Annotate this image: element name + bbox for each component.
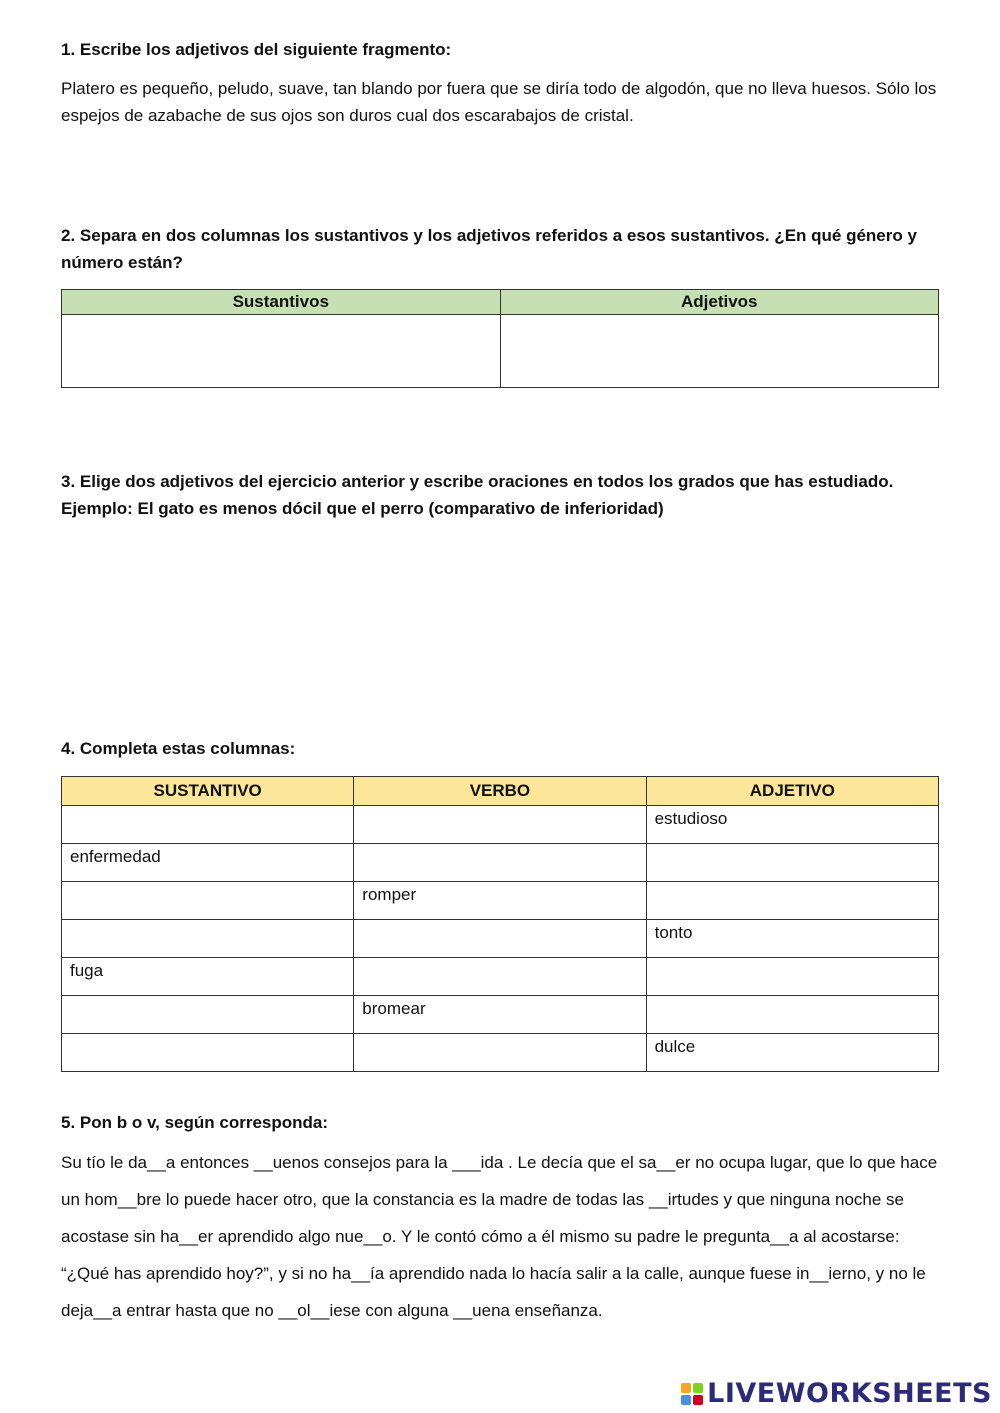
q4-cell: bromear [354, 996, 646, 1034]
q4-header-verbo: VERBO [354, 777, 646, 806]
q4-header-sustantivo: SUSTANTIVO [62, 777, 354, 806]
q2-title: 2. Separa en dos columnas los sustantivos y los adjetivos referidos a esos sustantivos. ¿En qué género y número están? [61, 226, 917, 272]
table-row [62, 882, 939, 920]
q4-cell[interactable] [354, 920, 646, 958]
table-row [62, 920, 939, 958]
q5-text: Su tío le da__a entonces __uenos consejos para la ___ida . Le decía que el sa__er no ocupa lugar, que lo que hace un hom__bre lo puede hacer otro, que la constancia es la madre de todas las __irtudes y que ninguna noche se acostase sin ha__er aprendido algo nue__o. Y le contó cómo a él mismo su padre le pregunta__a al acostarse: “¿Qué has aprendido hoy?”, y si no ha__ía aprendido nada lo hacía salir a la calle, aunque fuese in__ierno, y no le deja__a entrar hasta que no __ol__iese con alguna __uena enseñanza. [61, 1153, 938, 1320]
table-row [62, 958, 939, 996]
q3-instruction: 3. Elige dos adjetivos del ejercicio anterior y escribe oraciones en todos los grados que has estudiado. [61, 472, 894, 491]
q4-cell[interactable] [646, 958, 938, 996]
q4-cell[interactable] [646, 882, 938, 920]
q5-title: 5. Pon b o v, según corresponda: [61, 1113, 329, 1132]
q4-header-adjetivo: ADJETIVO [646, 777, 938, 806]
q3-answer-area[interactable] [61, 530, 939, 720]
liveworksheets-logo [681, 1378, 992, 1409]
q4-cell[interactable] [646, 996, 938, 1034]
q2-header-adjetivos: Adjetivos [500, 290, 939, 315]
q4-cell: enfermedad [62, 844, 354, 882]
q4-cell[interactable] [62, 882, 354, 920]
table-row [62, 844, 939, 882]
q2-header-sustantivos: Sustantivos [62, 290, 501, 315]
q2-answer-sustantivos[interactable] [62, 315, 501, 388]
q2-answer-adjetivos[interactable] [500, 315, 939, 388]
q4-cell: estudioso [646, 806, 938, 844]
brand-name: LIVEWORKSHEETS [707, 1378, 992, 1409]
q4-title: 4. Completa estas columnas: [61, 739, 296, 758]
q4-cell: fuga [62, 958, 354, 996]
table-row [62, 806, 939, 844]
logo-squares-icon [681, 1383, 703, 1405]
q4-cell: romper [354, 882, 646, 920]
q4-table [61, 776, 939, 1072]
q1-text: Platero es pequeño, peludo, suave, tan blando por fuera que se diría todo de algodón, que no lleva huesos. Sólo los espejos de azabache de sus ojos son duros cual dos escarabajos de cristal. [61, 79, 937, 125]
q4-cell[interactable] [354, 1034, 646, 1072]
q4-cell[interactable] [354, 844, 646, 882]
q4-cell[interactable] [354, 806, 646, 844]
q4-cell[interactable] [354, 958, 646, 996]
q4-cell[interactable] [62, 806, 354, 844]
q3-title [61, 468, 939, 522]
q2-table [61, 289, 939, 388]
q3-example: Ejemplo: El gato es menos dócil que el perro (comparativo de inferioridad) [61, 499, 664, 518]
table-row [62, 1034, 939, 1072]
q4-cell[interactable] [62, 920, 354, 958]
table-row [62, 996, 939, 1034]
q4-cell: dulce [646, 1034, 938, 1072]
q4-cell[interactable] [646, 844, 938, 882]
q1-title: 1. Escribe los adjetivos del siguiente fragmento: [61, 40, 452, 59]
q4-cell[interactable] [62, 1034, 354, 1072]
q4-cell: tonto [646, 920, 938, 958]
q4-cell[interactable] [62, 996, 354, 1034]
